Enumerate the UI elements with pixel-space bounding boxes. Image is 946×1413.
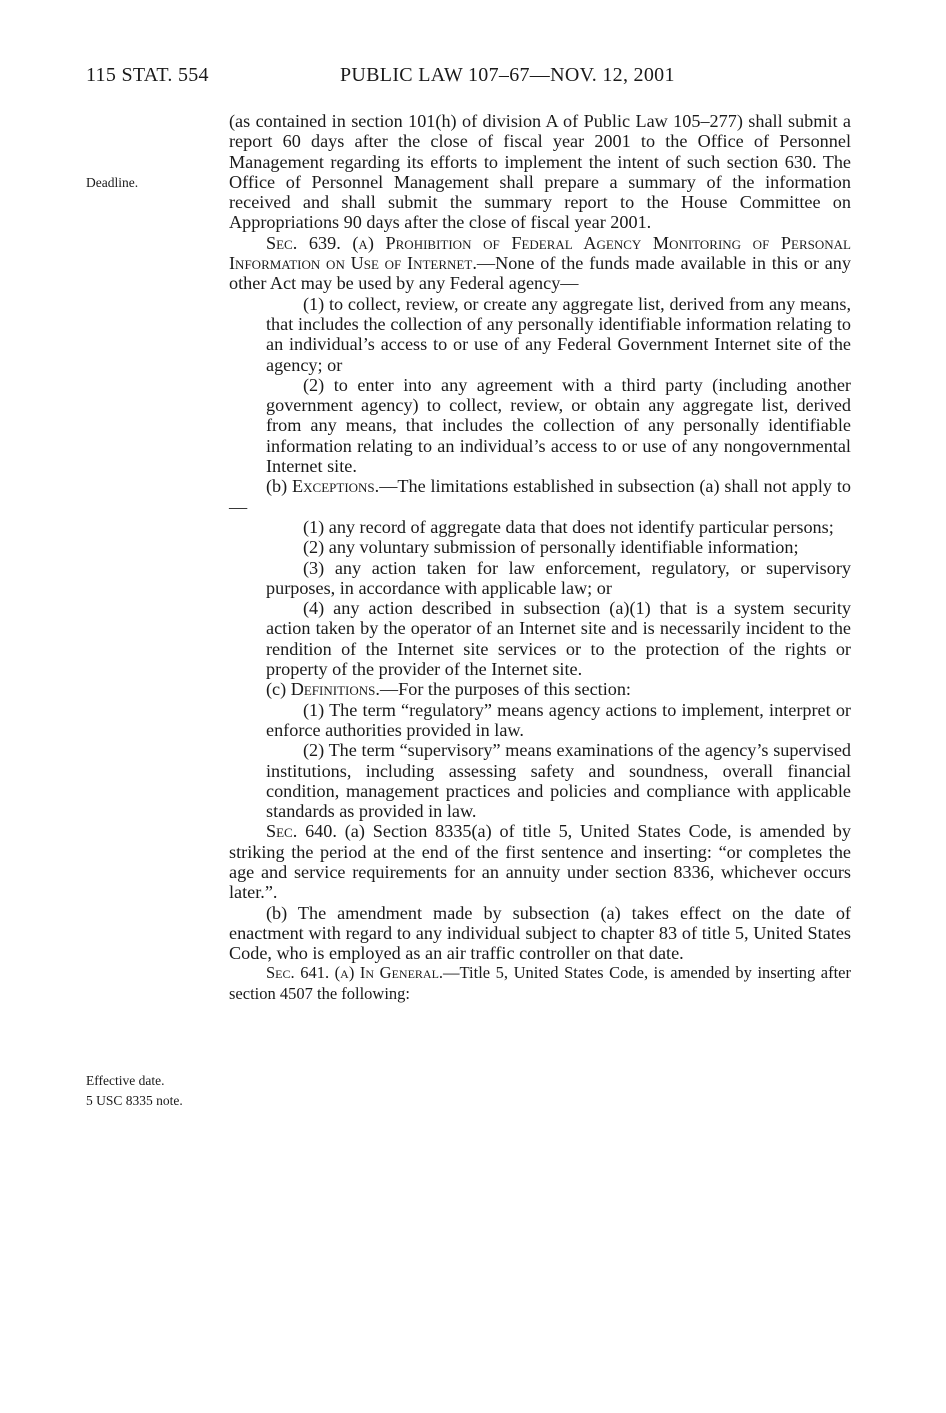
margin-note-deadline: Deadline. [86, 175, 139, 190]
paragraph-c1: (1) The term “regulatory” means agency actions to implement, interpret or enforce authorities provided in law. [266, 699, 851, 740]
subsection-c-text: —For the purposes of this section: [379, 679, 631, 700]
subsection-b-text: —The limitations established in subsection (a) shall not apply to— [229, 476, 851, 517]
section-639-text: —None of the funds made available in this or any other Act may be used by any Federal agency— [229, 253, 851, 294]
section-640-a-text: (a) Section 8335(a) of title 5, United States Code, is amended by striking the period at the end of the first sentence and inserting: “or completes the age and service requirements for an annuity under section 8336, whichever occurs later.”. [229, 821, 851, 903]
intro-paragraph: (as contained in section 101(h) of division A of Public Law 105–277) shall submit a report 60 days after the close of fiscal year 2001 to the Office of Personnel Management regarding its efforts to implement the intent of such section 630. The Office of Personnel Management shall prepare a summary of the information received and shall submit the summary report to the House Committee on Appropriations 90 days after the close of fiscal year 2001. [229, 111, 851, 233]
paragraph-b1: (1) any record of aggregate data that does not identify particular persons; [303, 516, 834, 537]
page-reference: 115 STAT. 554 [86, 64, 209, 86]
section-641 [229, 963, 851, 1004]
section-639-heading: Prohibition of Federal Agency Monitoring of Personal Information on Use of Internet. [229, 232, 851, 274]
subsection-b-label: (b) [266, 476, 293, 497]
margin-note-effective-date: Effective date. [86, 1073, 165, 1088]
paragraph-b4: (4) any action described in subsection (a)(1) that is a system security action taken by the operator of an Internet site and is necessarily incident to the rendition of the Internet site services or to the protection of the rights or property of the provider of the Internet site. [266, 598, 851, 680]
section-641-heading: In General. [359, 963, 444, 983]
running-header [86, 62, 850, 88]
subsection-b-heading: Exceptions. [292, 476, 380, 497]
paragraph-b3: (3) any action taken for law enforcement, regulatory, or supervisory purposes, in accordance with applicable law; or [266, 557, 851, 598]
section-641-text: —Title 5, United States Code, is amended by inserting after section 4507 the following: [229, 963, 852, 1003]
law-reference: PUBLIC LAW 107–67—NOV. 12, 2001 [340, 64, 675, 86]
section-639-label: Sec. 639. (a) [266, 232, 386, 253]
subsection-b [229, 476, 851, 517]
subsection-c-heading: Definitions. [290, 679, 380, 700]
section-640-label: Sec. 640. [266, 821, 345, 842]
subsection-c [229, 679, 851, 699]
section-639-paragraph [229, 233, 851, 294]
paragraph-b2: (2) any voluntary submission of personally identifiable information; [303, 537, 799, 558]
section-640-b: (b) The amendment made by subsection (a) takes effect on the date of enactment with regard to any individual subject to chapter 83 of title 5, United States Code, who is employed as an air traffic controller on that date. [229, 902, 851, 964]
margin-note-usc: 5 USC 8335 note. [86, 1093, 183, 1108]
subsection-c-label: (c) [266, 679, 291, 700]
paragraph-a2: (2) to enter into any agreement with a third party (including another government agency) to collect, review, or obtain any aggregate list, derived from any means, that includes the collection of any personally identifiable information relating to an individual’s access to or use of any nongovernmental Internet site. [266, 374, 851, 477]
section-641-label: Sec. 641. (a) [266, 963, 360, 983]
section-640-a [229, 821, 851, 902]
statute-text [229, 111, 851, 1004]
paragraph-a1: (1) to collect, review, or create any aggregate list, derived from any means, that includes the collection of any personally identifiable information relating to an individual’s access to or use of any Federal Government Internet site of the agency; or [266, 293, 851, 375]
paragraph-c2: (2) The term “supervisory” means examinations of the agency’s supervised institutions, including assessing safety and soundness, overall financial condition, management practices and policies and compliance with applicable standards as provided in law. [266, 740, 851, 822]
